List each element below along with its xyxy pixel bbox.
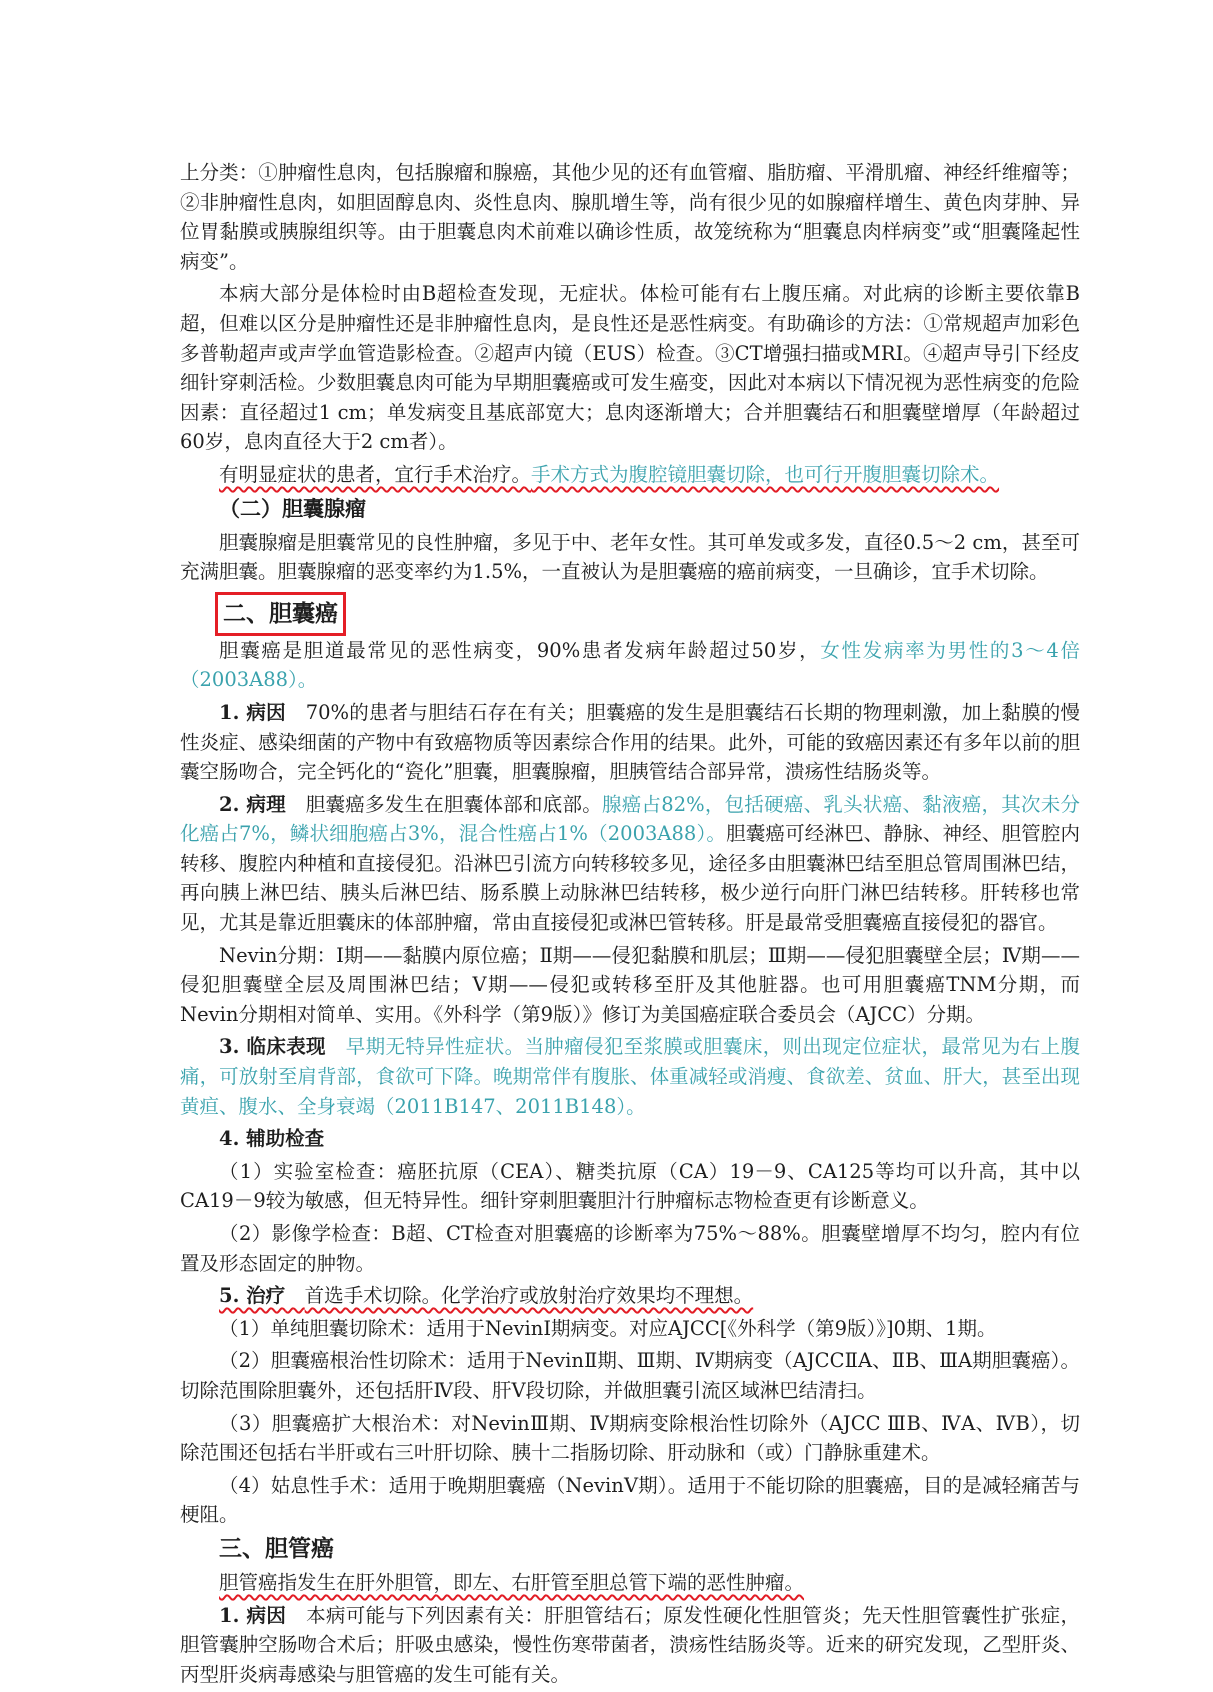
etiology-text: 70%的患者与胆结石存在有关；胆囊癌的发生是胆囊结石长期的物理刺激，加上黏膜的慢性炎症、感染细菌的产物中有致癌物质等因素综合作用的结果。此外，可能的致癌因素还有多年以前的胆囊空肠吻合，完全钙化的“瓷化”胆囊，胆囊腺瘤，胆胰管结合部异常，溃疡性结肠炎等。: [180, 700, 1080, 784]
treatment-indication: 有明显症状的患者，宜行手术治疗。: [219, 462, 532, 486]
bile-duct-etiology: [180, 1601, 1080, 1690]
etiology-label: 1. 病因: [219, 700, 286, 724]
pathology-text-a: 胆囊癌多发生在胆囊体部和底部。: [305, 792, 603, 816]
pathology-highlight: 腺癌占82%，包括硬癌、乳头状癌、黏液癌，其次未分化癌占7%，鳞状细胞癌占3%，混合性癌占1%（2003A88）。: [180, 792, 1080, 846]
bile-duct-etiology-text: 本病可能与下列因素有关：肝胆管结石；原发性硬化性胆管炎；先天性胆管囊性扩张症，胆管囊肿空肠吻合术后；肝吸虫感染，慢性伤寒带菌者，溃疡性结肠炎等。近来的研究发现，乙型肝炎、丙型肝炎病毒感染与胆管癌的发生可能有关。: [180, 1603, 1080, 1686]
clinical-label: 3. 临床表现: [219, 1035, 326, 1059]
pathology-text-c: 胆囊癌可经淋巴、静脉、神经、胆管腔内转移、腹腔内种植和直接侵犯。沿淋巴引流方向转移较多见，途径多由胆囊淋巴结至胆总管周围淋巴结，再向胰上淋巴结、胰头后淋巴结、肠系膜上动脉淋巴结转移，极少逆行向肝门淋巴结转移。肝转移也常见，尤其是靠近胆囊床的体部肿瘤，常由直接侵犯或淋巴管转移。肝是最常受胆囊癌直接侵犯的器官。: [180, 822, 1080, 935]
gb-cancer-pathology: [180, 790, 1080, 938]
treatment-radical: （2）胆囊癌根治性切除术：适用于NevinⅡ期、Ⅲ期、Ⅳ期病变（AJCCⅡA、ⅡB、ⅢA期胆囊癌）。切除范围除胆囊外，还包括肝Ⅳ段、肝Ⅴ段切除，并做胆囊引流区域淋巴结清扫。: [180, 1349, 1080, 1402]
bile-duct-cancer-heading: 三、胆管癌: [219, 1534, 334, 1562]
treatment-text: 首选手术切除。化学治疗或放射治疗效果均不理想。: [304, 1284, 754, 1308]
pathology-label: 2. 病理: [219, 792, 286, 816]
treatment-extended: （3）胆囊癌扩大根治术：对NevinⅢ期、Ⅳ期病变除根治性切除外（AJCC ⅢB、ⅣA、ⅣB），切除范围还包括右半肝或右三叶肝切除、胰十二指肠切除、肝动脉和（或）门静脉重建术。: [180, 1411, 1080, 1465]
treatment-simple: （1）单纯胆囊切除术：适用于NevinⅠ期病变。对应AJCC[《外科学（第9版）》]0期、1期。: [219, 1316, 997, 1340]
gb-cancer-etiology: [180, 698, 1080, 787]
nevin-staging: Nevin分期：Ⅰ期——黏膜内原位癌；Ⅱ期——侵犯黏膜和肌层；Ⅲ期——侵犯胆囊壁全层；Ⅳ期——侵犯胆囊壁全层及周围淋巴结；Ⅴ期——侵犯或转移至肝及其他脏器。也可用胆囊癌TNM分期，而Nevin分期相对简单、实用。《外科学（第9版）》修订为美国癌症联合委员会（AJCC）分期。: [180, 943, 1080, 1026]
aux-exam-lab: （1）实验室检查：癌胚抗原（CEA）、糖类抗原（CA）19－9、CA125等均可以升高，其中以CA19－9较为敏感，但无特异性。细针穿刺胆囊胆汁行肿瘤标志物检查更有诊断意义。: [180, 1159, 1080, 1213]
page-body: [180, 158, 1080, 1692]
wavy-underlined-text: [219, 463, 999, 486]
treatment-palliative: （4）姑息性手术：适用于晚期胆囊癌（NevinⅤ期）。适用于不能切除的胆囊癌，目的是减轻痛苦与梗阻。: [180, 1473, 1080, 1527]
gb-cancer-intro-text: 胆囊癌是胆道最常见的恶性病变，90%患者发病年龄超过50岁，: [219, 638, 821, 662]
adenoma-paragraph: 胆囊腺瘤是胆囊常见的良性肿瘤，多见于中、老年女性。其可单发或多发，直径0.5～2 cm，甚至可充满胆囊。胆囊腺瘤的恶变率约为1.5%，一直被认为是胆囊癌的癌前病变，一旦确诊，宜手术切除。: [180, 530, 1080, 584]
adenoma-heading: （二）胆囊腺瘤: [219, 495, 366, 521]
wavy-underlined-text: [219, 1284, 753, 1307]
gb-cancer-intro-highlight: 女性发病率为男性的3～4倍（2003A88）。: [180, 638, 1080, 692]
treatment-method-highlight: 手术方式为腹腔镜胆囊切除，也可行开腹胆囊切除术。: [531, 462, 1000, 486]
aux-exam-imaging: （2）影像学检查：B超、CT检查对胆囊癌的诊断率为75%～88%。胆囊壁增厚不均匀，腔内有位置及形态固定的肿物。: [180, 1222, 1080, 1275]
intro-paragraph-treatment: [180, 460, 1080, 490]
bile-duct-def-text: 胆管癌指发生在肝外胆管，即左、右肝管至胆总管下端的恶性肿瘤。: [219, 1570, 805, 1594]
intro-paragraph-diagnosis: 本病大部分是体检时由B超检查发现，无症状。体检可能有右上腹压痛。对此病的诊断主要依靠B超，但难以区分是肿瘤性还是非肿瘤性息肉，是良性还是恶性病变。有助确诊的方法：①常规超声加彩色多普勒超声或声学血管造影检查。②超声内镜（EUS）检查。③CT增强扫描或MRI。④超声导引下经皮细针穿刺活检。少数胆囊息肉可能为早期胆囊癌或可发生癌变，因此对本病以下情况视为恶性病变的危险因素：直径超过1 cm；单发病变且基底部宽大；息肉逐渐增大；合并胆囊结石和胆囊壁增厚（年龄超过60岁，息肉直径大于2 cm者）。: [180, 282, 1080, 454]
bile-duct-definition: [180, 1568, 1080, 1598]
intro-paragraph-classification: 上分类：①肿瘤性息肉，包括腺瘤和腺癌，其他少见的还有血管瘤、脂肪瘤、平滑肌瘤、神经纤维瘤等；②非肿瘤性息肉，如胆固醇息肉、炎性息肉、腺肌增生等，尚有很少见的如腺瘤样增生、黄色肉芽肿、异位胃黏膜或胰腺组织等。由于胆囊息肉术前难以确诊性质，故笼统称为“胆囊息肉样病变”或“胆囊隆起性病变”。: [180, 161, 1080, 273]
bile-duct-etiology-label: 1. 病因: [219, 1603, 287, 1627]
aux-exam-label: 4. 辅助检查: [219, 1127, 325, 1151]
gb-cancer-intro: [180, 636, 1080, 695]
gallbladder-cancer-heading: 二、胆囊癌: [219, 596, 342, 632]
gb-cancer-treatment: [180, 1281, 1080, 1311]
treatment-label: 5. 治疗: [219, 1284, 286, 1308]
clinical-highlight: 早期无特异性症状。当肿瘤侵犯至浆膜或胆囊床，则出现定位症状，最常见为右上腹痛，可放射至肩背部，食欲可下降。晚期常伴有腹胀、体重减轻或消瘦、食欲差、贫血、肝大，甚至出现黄疸、腹水、全身衰竭（2011B147、2011B148）。: [180, 1035, 1080, 1118]
gb-cancer-clinical: [180, 1032, 1080, 1121]
